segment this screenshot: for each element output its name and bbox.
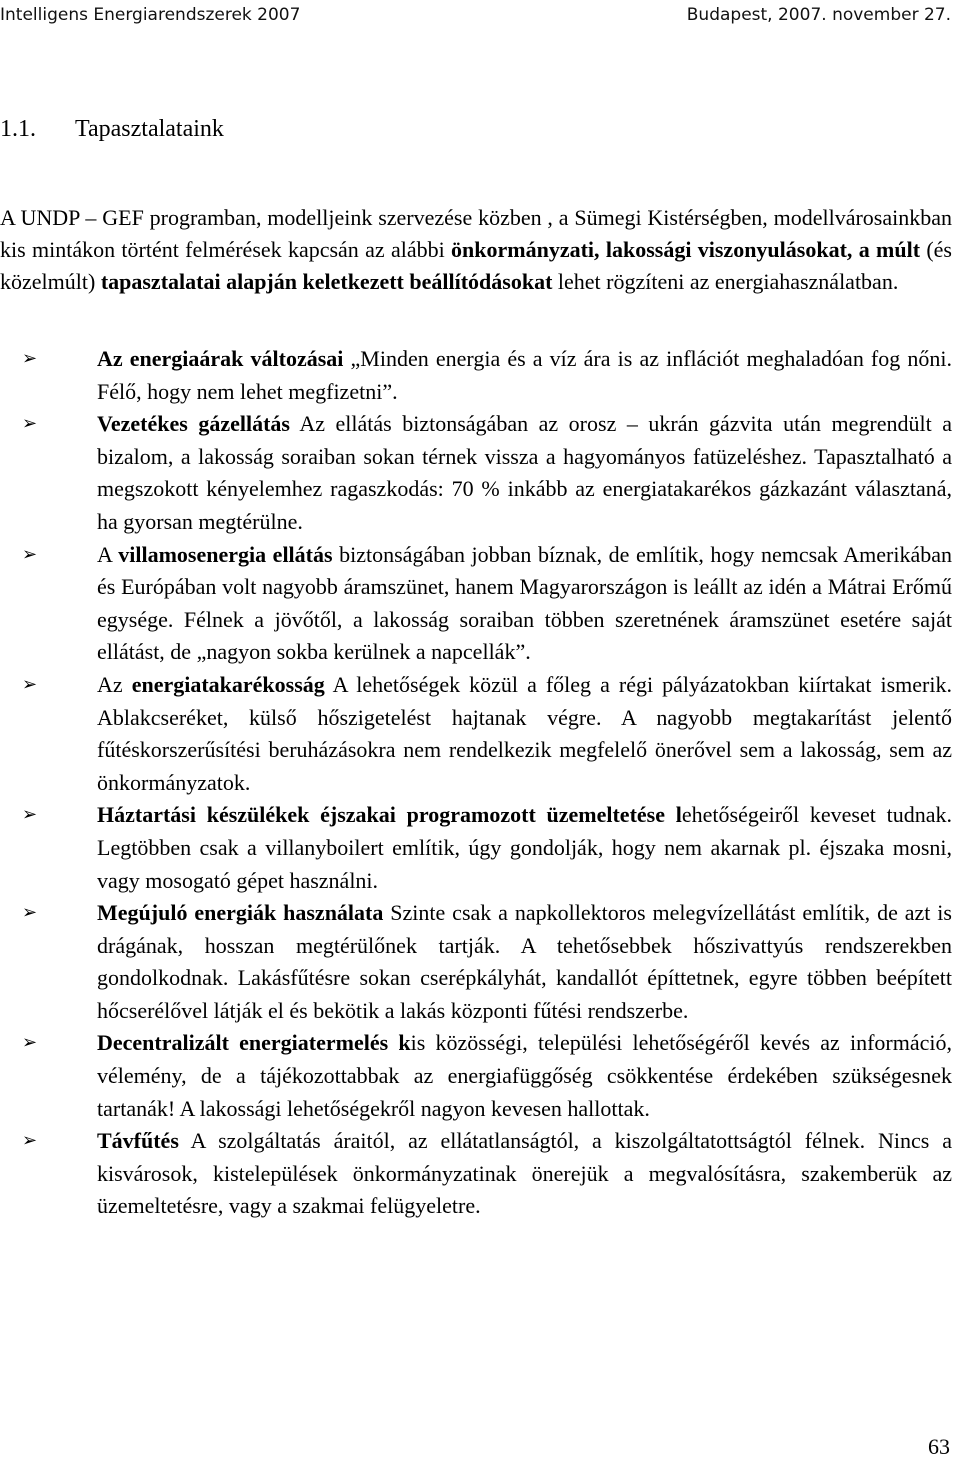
item-heading: Vezetékes gázellátás (97, 411, 290, 437)
item-text: „Minden energia és a víz ára is az inflációt meghaladóan fog nőni. Félő, hogy nem lehet megfizetni”. (97, 346, 952, 404)
section-title: Tapasztalataink (75, 116, 224, 142)
arrowhead-bullet-icon: ➢ (22, 1130, 38, 1152)
list-item (0, 669, 952, 799)
item-heading: Az energiaárak változásai (97, 346, 344, 371)
arrowhead-bullet-icon: ➢ (22, 348, 38, 369)
intro-paragraph (0, 202, 952, 298)
header-date-location: Budapest, 2007. november 27. (686, 5, 951, 25)
arrowhead-bullet-icon: ➢ (22, 413, 38, 435)
section-heading (0, 113, 224, 145)
item-heading: villamosenergia ellátás (118, 541, 333, 567)
item-text: A szolgáltatás áraitól, az ellátatlanságtól, a kiszolgáltatottságtól félnek. Nincs a kisvárosok, kistelepülések önkormányzatinak önerejük a megvalósításra, szakemberük az üzemeltetésre, vagy a szakmai felügyeletre. (97, 1128, 952, 1219)
list-item (0, 1125, 952, 1223)
item-text: A lehetőségek közül a főleg a régi pályázatokban kiírtakat ismerik. Ablakcseréket, külső hőszigetelést hajtanak végre. A nagyobb megtakarítást jelentő fűtéskorszerűsítési beruházásokra nem rendelkezik megfelelő önerővel sem a lakosság, sem az önkormányzatok. (97, 671, 952, 795)
intro-text-3: lehet rögzíteni az energiahasználatban. (552, 269, 899, 294)
item-text: Az ellátás biztonságában az orosz – ukrán gázvita után megrendült a bizalom, a lakosság soraiban sokan térnek vissza a hagyományos fatüzeléshez. Tapasztalható a megszokott kényelemhez ragaszkodás: 70 % inkább az energiatakarékos gázkazánt választaná, ha gyorsan megtérülne. (97, 411, 952, 534)
arrowhead-bullet-icon: ➢ (22, 673, 38, 695)
intro-text-2: (és közelmúlt) (0, 237, 952, 294)
item-text: biztonságában jobban bíznak, de említik, hogy nemcsak Amerikában és Európában volt nagyobb áramszünet, hanem Magyarországon is leállt az idén a Mátrai Erőmű egysége. Félnek a jövőtől, a lakosság soraiban többen szeretnének áramszünet esetére saját ellátást, de „nagyon sokba kerülnek a napcellák”. (97, 541, 952, 665)
item-heading: Háztartási készülékek éjszakai programozott üzemeltetése l (97, 802, 682, 828)
arrowhead-bullet-icon: ➢ (22, 543, 38, 565)
item-text: Szinte csak a napkollektoros melegvízellátást említik, de azt is drágának, hosszan megtérülőnek tartják. A tehetősebbek hőszivattyús rendszerekben gondolkodnak. Lakásfűtésre sokan cserépkályhát, kandallót építtetnek, egyre többen beépített hőcserélővel látják el és bekötik a lakás központi fűtési rendszerbe. (97, 900, 952, 1023)
list-item (0, 799, 952, 897)
arrowhead-bullet-icon: ➢ (22, 804, 38, 826)
arrowhead-bullet-icon: ➢ (22, 1032, 38, 1054)
item-text: ehetőségeiről keveset tudnak. Legtöbben csak a villanyboilert említik, úgy gondolják, hogy nem akarnak pl. éjszaka mosni, vagy mosogató gépet használni. (97, 802, 952, 893)
item-prefix: A (97, 541, 119, 567)
findings-list (0, 343, 952, 1223)
list-item (0, 897, 952, 1027)
intro-bold-2: tapasztalatai alapján keletkezett beállítódásokat (100, 269, 553, 294)
header-conference-title: Intelligens Energiarendszerek 2007 (0, 5, 301, 25)
page-number: 63 (928, 1434, 950, 1459)
item-heading: energiatakarékosság (131, 671, 325, 697)
list-item (0, 343, 952, 408)
intro-text-1: A UNDP – GEF programban, modelljeink szervezése közben , a Sümegi Kistérségben, modellvárosainkban kis mintákon történt felmérések kapcsán az alábbi (0, 205, 952, 262)
arrowhead-bullet-icon: ➢ (22, 902, 38, 924)
section-number: 1.1. (0, 116, 36, 142)
item-text: is közösségi, települési lehetőségéről kevés az információ, vélemény, de a tájékozottabbak az energiafüggőség csökkentése érdekében szükségesnek tartanák! A lakossági lehetőségekről nagyon kevesen hallottak. (97, 1030, 952, 1121)
intro-bold-1: önkormányzati, lakossági viszonyulásokat, a múlt (451, 237, 921, 262)
list-item (0, 539, 952, 669)
list-item (0, 408, 952, 538)
item-heading: Decentralizált energiatermelés k (97, 1030, 411, 1056)
item-prefix: Az (97, 671, 132, 697)
list-item (0, 1027, 952, 1125)
page-header (0, 5, 960, 35)
item-heading: Megújuló energiák használata (97, 900, 384, 926)
item-heading: Távfűtés (97, 1128, 179, 1154)
